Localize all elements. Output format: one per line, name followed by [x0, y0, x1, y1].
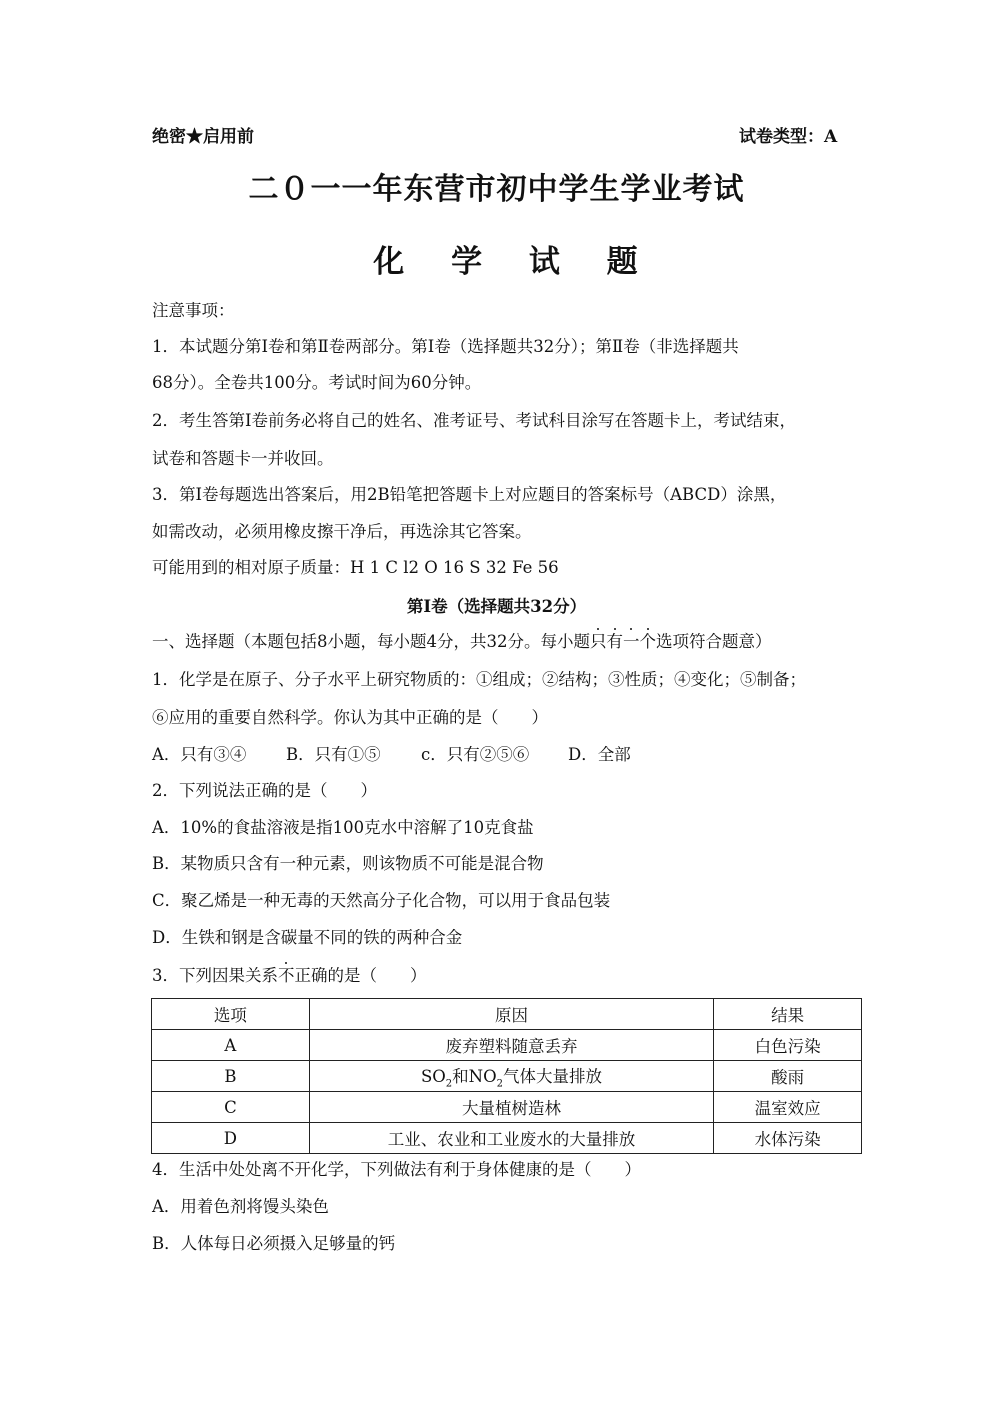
q1-option-a: A．只有③④ [152, 745, 247, 764]
q2-option-c: C．聚乙烯是一种无毒的天然高分子化合物，可以用于食品包装 [152, 891, 611, 910]
paper-type-label: 试卷类型：A [739, 127, 838, 147]
emphasis-char-4: 个 [639, 632, 656, 651]
table-row [152, 1030, 862, 1061]
formula-so: SO [420, 1066, 446, 1086]
table-cell-option: B [152, 1061, 310, 1092]
q4-option-b: B．人体每日必须摄入足够量的钙 [152, 1234, 396, 1253]
note-2-line-1: 2．考生答第Ⅰ卷前务必将自己的姓名、准考证号、考试科目涂写在答题卡上，考试结束， [152, 411, 797, 430]
note-2-line-2: 试卷和答题卡一并收回。 [152, 449, 334, 468]
q4-option-a: A．用着色剂将馒头染色 [152, 1197, 329, 1216]
table-header-row [152, 999, 862, 1030]
table-cell-cause: 废弃塑料随意丢弃 [309, 1030, 713, 1061]
table-header-cause: 原因 [309, 999, 713, 1030]
subject-title: 化 学 试 题 [373, 244, 656, 280]
instructions-part-c: 选项符合题意） [656, 632, 772, 651]
table-cell-result: 白色污染 [714, 1030, 862, 1061]
q2-option-d: D．生铁和钢是含碳量不同的铁的两种合金 [152, 928, 463, 947]
q2-option-b: B．某物质只含有一种元素，则该物质不可能是混合物 [152, 854, 544, 873]
table-cell-cause: 大量植树造林 [309, 1092, 713, 1123]
note-1-line-2: 68分）。全卷共100分。考试时间为60分钟。 [152, 373, 482, 392]
q3-stem-not: 不 [278, 966, 295, 985]
q3-stem-part-a: 3．下列因果关系 [152, 966, 278, 985]
table-cell-option: D [152, 1123, 310, 1154]
q1-option-b: B．只有①⑤ [286, 745, 381, 764]
table-cell-result: 温室效应 [714, 1092, 862, 1123]
table-row [152, 1092, 862, 1123]
table-cell-option: A [152, 1030, 310, 1061]
formula-no: 和NO [452, 1066, 497, 1086]
note-1-line-1: 1．本试题分第Ⅰ卷和第Ⅱ卷两部分。第Ⅰ卷（选择题共32分）；第Ⅱ卷（非选择题共 [152, 337, 739, 356]
q1-option-d: D．全部 [568, 745, 631, 764]
emphasis-char-2: 有 [606, 632, 623, 651]
q1-option-c: c．只有②⑤⑥ [421, 745, 530, 764]
table-row [152, 1061, 862, 1092]
note-3-line-1: 3．第Ⅰ卷每题选出答案后，用2B铅笔把答题卡上对应题目的答案标号（ABCD）涂黑， [152, 485, 787, 504]
section-1-instructions [152, 630, 772, 654]
notes-heading: 注意事项： [152, 301, 235, 320]
q3-table [151, 998, 862, 1154]
q3-stem-part-b: 正确的是（ ） [294, 966, 427, 985]
emphasis-char-1: 只 [590, 632, 607, 651]
formula-no-subscript: 2 [496, 1078, 503, 1090]
table-row [152, 1123, 862, 1154]
q2-stem: 2．下列说法正确的是（ ） [152, 781, 377, 800]
q4-stem: 4．生活中处处离不开化学，下列做法有利于身体健康的是（ ） [152, 1160, 641, 1179]
confidential-label: 绝密★启用前 [152, 127, 254, 147]
q3-stem [152, 964, 427, 988]
instructions-part-a: 一、选择题（本题包括8小题，每小题4分，共32分。每小题 [152, 632, 590, 651]
exam-title: 二０一一年东营市初中学生学业考试 [248, 172, 745, 207]
section-1-title: 第Ⅰ卷（选择题共32分） [406, 597, 587, 616]
table-cell-option: C [152, 1092, 310, 1123]
table-cell-result: 酸雨 [714, 1061, 862, 1092]
cause-text: 气体大量排放 [503, 1066, 602, 1086]
q1-stem-line-1: 1．化学是在原子、分子水平上研究物质的：①组成；②结构；③性质；④变化；⑤制备； [152, 670, 806, 689]
emphasis-char-3: 一 [623, 632, 640, 651]
formula-so-subscript: 2 [445, 1078, 453, 1090]
table-header-result: 结果 [714, 999, 862, 1030]
table-cell-cause [309, 1061, 713, 1092]
table-header-option: 选项 [152, 999, 310, 1030]
q1-stem-line-2: ⑥应用的重要自然科学。你认为其中正确的是（ ） [152, 708, 548, 727]
atomic-mass-line: 可能用到的相对原子质量：H 1 C l2 O 16 S 32 Fe 56 [152, 558, 559, 577]
note-3-line-2: 如需改动，必须用橡皮擦干净后，再选涂其它答案。 [152, 522, 532, 541]
q2-option-a: A．10%的食盐溶液是指100克水中溶解了10克食盐 [152, 818, 534, 837]
table-cell-cause: 工业、农业和工业废水的大量排放 [309, 1123, 713, 1154]
table-cell-result: 水体污染 [714, 1123, 862, 1154]
